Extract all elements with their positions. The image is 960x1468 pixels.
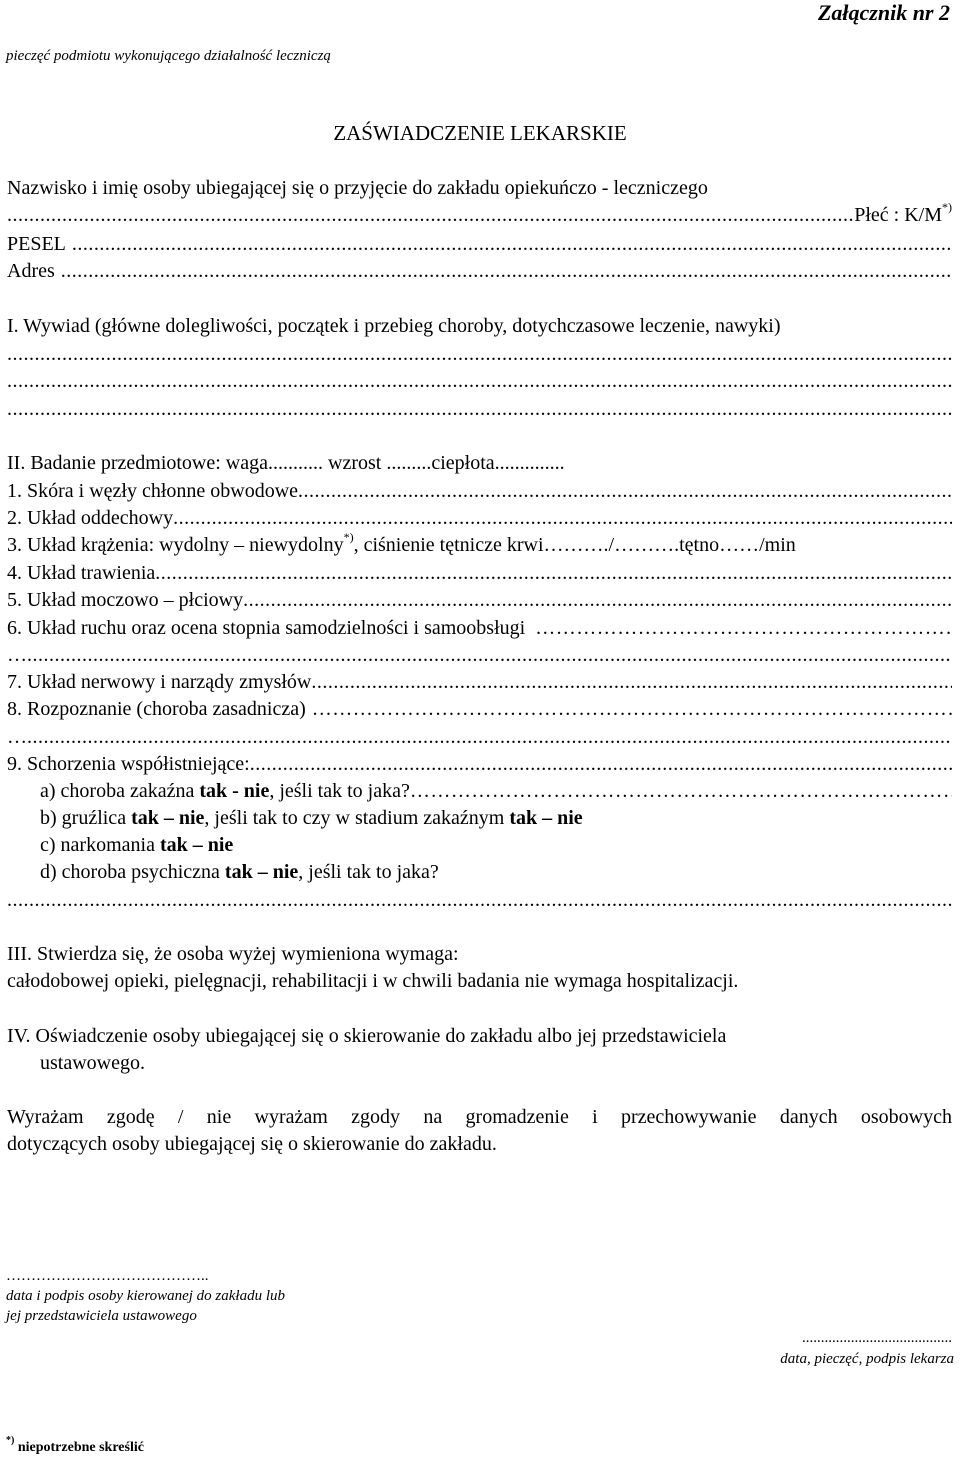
consent-line-2: dotyczących osoby ubiegającej się o skierowanie do zakładu. [7,1133,497,1155]
item-9d[interactable]: d) choroba psychiczna tak – nie, jeśli tak to jaka? [40,861,439,883]
item-6-continuation[interactable]: … ..... [7,643,952,667]
address-field[interactable] [61,259,952,283]
history-line-2[interactable] [7,369,952,393]
name-line[interactable] [7,203,952,227]
height-field[interactable]: ......... [386,452,432,474]
document-title: ZAŚWIADCZENIE LEKARSKIE [333,121,627,145]
weight-label: II. Badanie przedmiotowe: waga [7,452,269,474]
sex-label: Płeć : K/M [854,204,942,226]
patient-signature-label-2: jej przedstawiciela ustawowego [6,1308,197,1324]
item-2[interactable]: 2. Układ oddechowy ..... [7,506,952,530]
item-1[interactable]: 1. Skóra i węzły chłonne obwodowe ..... [7,479,952,503]
height-label: wzrost [323,452,387,474]
history-line-1[interactable] [7,342,952,366]
temperature-field[interactable]: .............. [494,452,565,474]
temperature-label: ciepłota [431,452,495,474]
section-3-heading: III. Stwierdza się, że osoba wyżej wymieniona wymaga: [7,943,459,965]
patient-signature-label-1: data i podpis osoby kierowanej do zakładu lub [6,1288,286,1304]
annex-label: Załącznik nr 2 [817,0,950,25]
blood-pressure-field[interactable]: ………./ [543,534,615,556]
item-5[interactable]: 5. Układ moczowo – płciowy ..... [7,588,952,612]
doctor-signature-label: data, pieczęć, podpis lekarza [780,1351,954,1367]
item-4[interactable]: 4. Układ trawienia ..... [7,561,952,585]
section-4-heading: IV. Oświadczenie osoby ubiegającej się o skierowanie do zakładu albo jej przedstawiciela [7,1025,727,1047]
item-9d-field[interactable] [7,888,952,912]
footnote-mark: *) [942,203,952,215]
stamp-label: pieczęć podmiotu wykonującego działalność leczniczą [6,48,331,64]
pesel-line[interactable] [7,232,952,256]
item-3[interactable]: 3. Układ krążenia: wydolny – niewydolny*), ciśnienie tętnicze krwi………./……….tętno……/min [7,533,952,557]
footnote: *) niepotrzebne skreślić [6,1435,144,1455]
footnote-mark: *) [343,533,354,545]
address-line[interactable] [7,259,952,283]
item-6[interactable]: 6. Układ ruchu oraz ocena stopnia samodzielności i samoobsługi ………………………………………………………………………………………………………………………………………………………………………………………………… [7,616,952,640]
item-8-continuation[interactable]: … ..... [7,725,952,749]
section-3-text: całodobowej opieki, pielęgnacji, rehabilitacji i w chwili badania nie wymaga hospitalizacji. [7,970,739,992]
section-4-heading-cont: ustawowego. [40,1052,145,1074]
item-9c[interactable]: c) narkomania tak – nie [40,834,234,856]
item-8[interactable]: 8. Rozpoznanie (choroba zasadnicza) ………………………………………………………………………………………………………………………………………………………………………………………………… [7,697,952,721]
item-7[interactable]: 7. Układ nerwowy i narządy zmysłów ..... [7,670,952,694]
history-line-3[interactable] [7,397,952,421]
item-9b[interactable]: b) gruźlica tak – nie, jeśli tak to czy w stadium zakaźnym tak – nie [40,807,583,829]
name-field[interactable] [7,203,854,227]
pulse-field[interactable]: ……/min [719,534,796,556]
pesel-label: PESEL [7,233,66,255]
consent-line-1: Wyrażam zgodę / nie wyrażam zgody na gromadzenie i przechowywanie danych osobowych [7,1106,952,1128]
item-9[interactable]: 9. Schorzenia współistniejące: ..... [7,752,952,776]
pulse-label: ……….tętno [614,534,720,556]
doctor-signature-field[interactable]: ........................................ [802,1330,952,1346]
footnote-mark: *) [6,1435,15,1447]
address-label: Adres [7,260,55,282]
weight-field[interactable]: ........... [268,452,324,474]
patient-signature-field[interactable]: ………………………………….. [6,1268,209,1284]
pesel-field[interactable] [72,232,952,256]
intro-line: Nazwisko i imię osoby ubiegającej się o przyjęcie do zakładu opiekuńczo - leczniczego [7,177,708,199]
item-9a[interactable]: a) choroba zakaźna tak - nie, jeśli tak to jaka? ………………………………………………………………………………………………………………………………………………………………………………………………… [40,779,952,803]
section-1-heading: I. Wywiad (główne dolegliwości, początek i przebieg choroby, dotychczasowe leczenie, nawyki) [7,315,781,337]
section-2-line[interactable] [7,451,952,475]
